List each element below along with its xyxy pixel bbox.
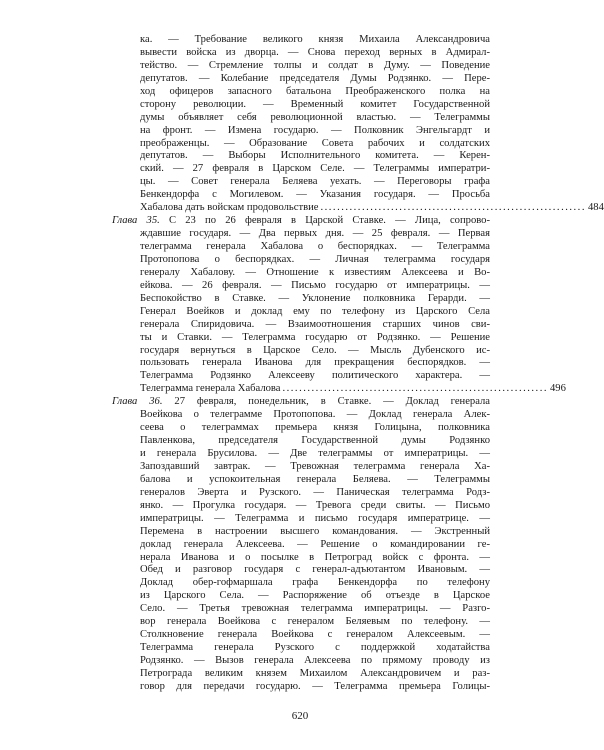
toc-line: Петрограда великим князем Михаилом Александровичем и раз- xyxy=(140,667,490,679)
toc-page-number[interactable]: 484 xyxy=(587,202,604,214)
toc-line: думы объявляет себя революционной властью. — Телеграммы xyxy=(140,111,490,123)
toc-line: преображенцы. — Образование Совета рабочих и солдатских xyxy=(140,137,490,149)
toc-line: ждавшие государя. — Два первых дня. — 25 февраля. — Первая xyxy=(140,228,490,240)
toc-line: говор для передачи государю. — Телеграмма премьера Голицы- xyxy=(140,680,490,692)
toc-entry-chapter-36[interactable] xyxy=(112,396,490,694)
toc-line: на фронт. — Измена государю. — Полковник Энгельгардт и xyxy=(140,124,490,136)
toc-line: Село. — Третья тревожная телеграмма императрицы. — Разго- xyxy=(140,603,490,615)
toc-line: сеева о телеграммах премьера князя Голицына, полковника xyxy=(140,422,490,434)
toc-line: доклад генерала Алексеева. — Решение о командировании ге- xyxy=(140,538,490,550)
toc-line: Телеграмма Родзянко Алексееву политического характера. — xyxy=(140,370,490,382)
toc-line-text: С 23 по 26 февраля в Царской Ставке. — Лица, сопрово- xyxy=(169,215,491,227)
toc-line: Столкновение генерала Воейкова с генералом Алексеевым. — xyxy=(140,629,490,641)
toc-entry-last-line xyxy=(112,202,604,215)
toc-line: ейкова. — 26 февраля. — Письмо государю от императрицы. — xyxy=(140,279,490,291)
toc-line: генерала Спиридовича. — Взаимоотношения старших чинов сви- xyxy=(140,318,490,330)
toc-line: телеграмма генерала Хабалова о беспорядках. — Телеграмма xyxy=(140,241,490,252)
toc-line: Бенкендорфа с Могилевом. — Указания государя. — Просьба xyxy=(140,189,490,201)
toc-line: ты и Ставки. — Телеграмма государю от Родзянко. — Решение xyxy=(140,331,490,343)
toc-line: тейство. — Стремление толпы и солдат в Думу. — Поведение xyxy=(140,59,490,71)
toc-line: Перемена в настроении высшего командования. — Экстренный xyxy=(140,525,490,537)
toc-line: Телеграмма генерала Рузского с поддержкой ходатайства xyxy=(140,642,490,654)
toc-line: пользовать генерала Иванова для прекращения беспорядков. — xyxy=(140,357,490,369)
table-of-contents xyxy=(112,34,604,694)
dot-leader: ................................................................ xyxy=(320,202,586,214)
toc-heading-line xyxy=(112,215,490,228)
toc-line: из Царского Села. — Распоряжение об отъезде в Царское xyxy=(140,590,490,602)
toc-line: Генерал Воейков и доклад ему по телефону из Царского Села xyxy=(140,305,490,317)
toc-line: вывести войска из дворца. — Снова переход верных в Адмирал- xyxy=(140,46,490,58)
toc-line: Павленкова, председателя Государственной думы Родзянко xyxy=(140,435,490,447)
toc-line: вор генерала Воейкова с генералом Беляевым по телефону. — xyxy=(140,616,490,628)
toc-line: депутатов. — Выборы Исполнительного комитета. — Керен- xyxy=(140,150,490,162)
toc-line: генералов Эверта и Рузского. — Паническая телеграмма Родз- xyxy=(140,486,490,498)
toc-line: Протопопова о беспорядках. — Личная телеграмма государя xyxy=(140,253,490,265)
toc-line: сторону революции. — Временный комитет Государственной xyxy=(140,98,490,110)
toc-line-text: Телеграмма генерала Хабалова xyxy=(140,383,281,395)
toc-line: цы. — Совет генерала Беляева уехать. — Переговоры графа xyxy=(140,176,490,188)
chapter-number: 36. xyxy=(149,396,163,408)
page-number: 620 xyxy=(291,710,309,722)
toc-line: государя вернуться в Царское Село. — Мысль Дубенского ис- xyxy=(140,344,490,356)
toc-entry-chapter-34-continued xyxy=(112,34,604,215)
toc-line: Доклад обер-гофмаршала графа Бенкендорфа по телефону xyxy=(140,577,490,589)
toc-line: ский. — 27 февраля в Царском Селе. — Телеграммы императри- xyxy=(140,163,490,175)
toc-line: генералу Хабалову. — Отношение к известиям Алексеева и Во- xyxy=(140,266,490,278)
toc-line-text: 27 февраля, понедельник, в Ставке. — Доклад генерала xyxy=(174,396,490,408)
toc-line: Родзянко. — Вызов генерала Алексеева по прямому проводу из xyxy=(140,655,490,666)
toc-line-text: Хабалова дать войскам продовольствие xyxy=(140,202,319,214)
toc-line: Беспокойство в Ставке. — Уклонение полковника Герарди. — xyxy=(140,292,490,304)
toc-line: Обед и разговор государя с генерал-адъютантом Ивановым. — xyxy=(140,564,490,576)
toc-line: и генерала Брусилова. — Две телеграммы от императрицы. — xyxy=(140,448,490,459)
toc-line: ка. — Требование великого князя Михаила Александровича xyxy=(140,34,490,45)
toc-line: императрицы. — Телеграмма и письмо государя императрице. — xyxy=(140,512,490,524)
toc-line: балова и успокоительная генерала Беляева. — Телеграммы xyxy=(140,473,490,485)
chapter-number: 35. xyxy=(146,215,160,227)
toc-page-number[interactable]: 496 xyxy=(549,383,566,395)
toc-entry-chapter-35[interactable] xyxy=(112,215,566,396)
dot-leader: ................................................................ xyxy=(282,383,548,395)
toc-heading-line xyxy=(112,396,490,409)
toc-line: депутатов. — Колебание председателя Думы Родзянко. — Пере- xyxy=(140,72,490,84)
toc-line: Воейкова о телеграмме Протопопова. — Доклад генерала Алек- xyxy=(140,409,490,421)
toc-line: ход офицеров запасного батальона Преображенского полка на xyxy=(140,85,490,97)
toc-line: янко. — Прогулка государя. — Тревога среди свиты. — Письмо xyxy=(140,499,490,511)
toc-entry-last-line xyxy=(112,383,566,396)
toc-line: нерала Иванова и о посылке в Петроград войск с фронта. — xyxy=(140,551,490,563)
toc-line: Запоздавший завтрак. — Тревожная телеграмма генерала Ха- xyxy=(140,460,490,472)
chapter-label: Глава xyxy=(112,396,138,408)
chapter-label: Глава xyxy=(112,215,138,227)
